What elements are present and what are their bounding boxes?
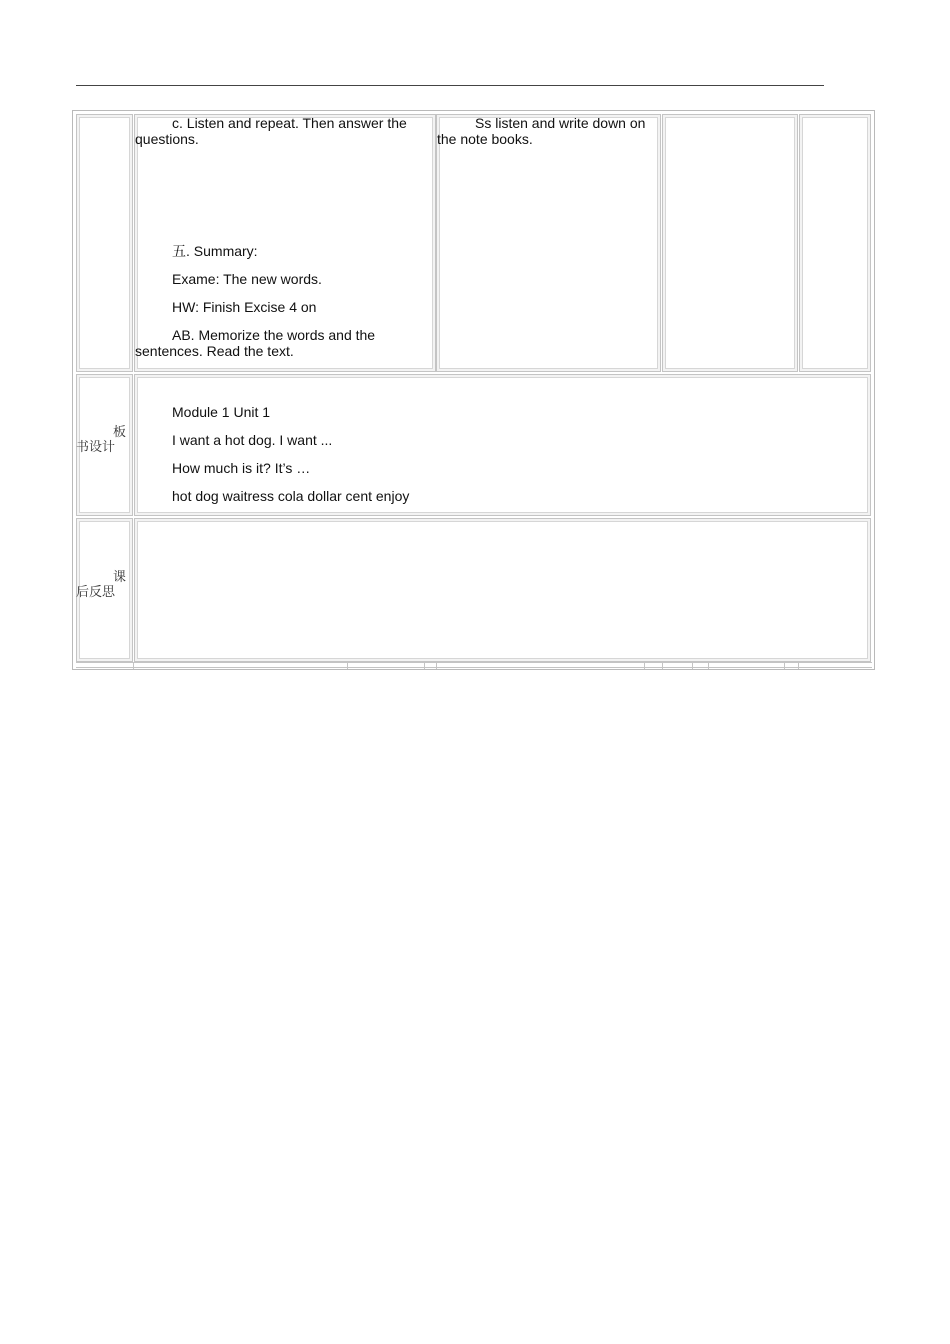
activity-line-2: questions. bbox=[135, 131, 199, 147]
row1-cell-5 bbox=[799, 114, 871, 372]
row1-label-cell bbox=[76, 114, 133, 372]
bottom-divider bbox=[424, 663, 425, 669]
summary-homework: HW: Finish Excise 4 on bbox=[172, 299, 317, 315]
bottom-divider bbox=[436, 663, 437, 669]
summary-ab-line-2: sentences. Read the text. bbox=[135, 343, 294, 359]
header-rule bbox=[76, 85, 824, 86]
bottom-divider bbox=[662, 663, 663, 669]
bottom-divider bbox=[784, 663, 785, 669]
activity-line-1: c. Listen and repeat. Then answer the bbox=[172, 115, 407, 131]
reflection-label-1: 课 bbox=[113, 570, 127, 585]
table-bottom-edge bbox=[76, 662, 872, 668]
bottom-divider bbox=[798, 663, 799, 669]
summary-ab-line-1: AB. Memorize the words and the bbox=[172, 327, 376, 343]
student-activity-line-1: Ss listen and write down on bbox=[475, 115, 646, 131]
summary-heading: 五. Summary: bbox=[172, 243, 258, 259]
board-line-1: Module 1 Unit 1 bbox=[172, 404, 271, 420]
student-activity-line-2: the note books. bbox=[437, 131, 533, 147]
board-line-3: How much is it? It’s … bbox=[172, 460, 311, 476]
board-line-4: hot dog waitress cola dollar cent enjoy bbox=[172, 488, 410, 504]
board-design-label-1: 板 bbox=[113, 425, 127, 440]
summary-exam: Exame: The new words. bbox=[172, 271, 322, 287]
board-design-label-2: 书设计 bbox=[76, 440, 116, 455]
row1-cell-4 bbox=[662, 114, 798, 372]
board-line-2: I want a hot dog. I want ... bbox=[172, 432, 333, 448]
bottom-divider bbox=[133, 663, 134, 669]
bottom-divider bbox=[708, 663, 709, 669]
bottom-divider bbox=[347, 663, 348, 669]
row1-student-cell bbox=[436, 114, 661, 372]
bottom-divider bbox=[692, 663, 693, 669]
bottom-divider bbox=[644, 663, 645, 669]
reflection-label-2: 后反思 bbox=[76, 585, 116, 600]
reflection-content-cell bbox=[134, 518, 871, 662]
